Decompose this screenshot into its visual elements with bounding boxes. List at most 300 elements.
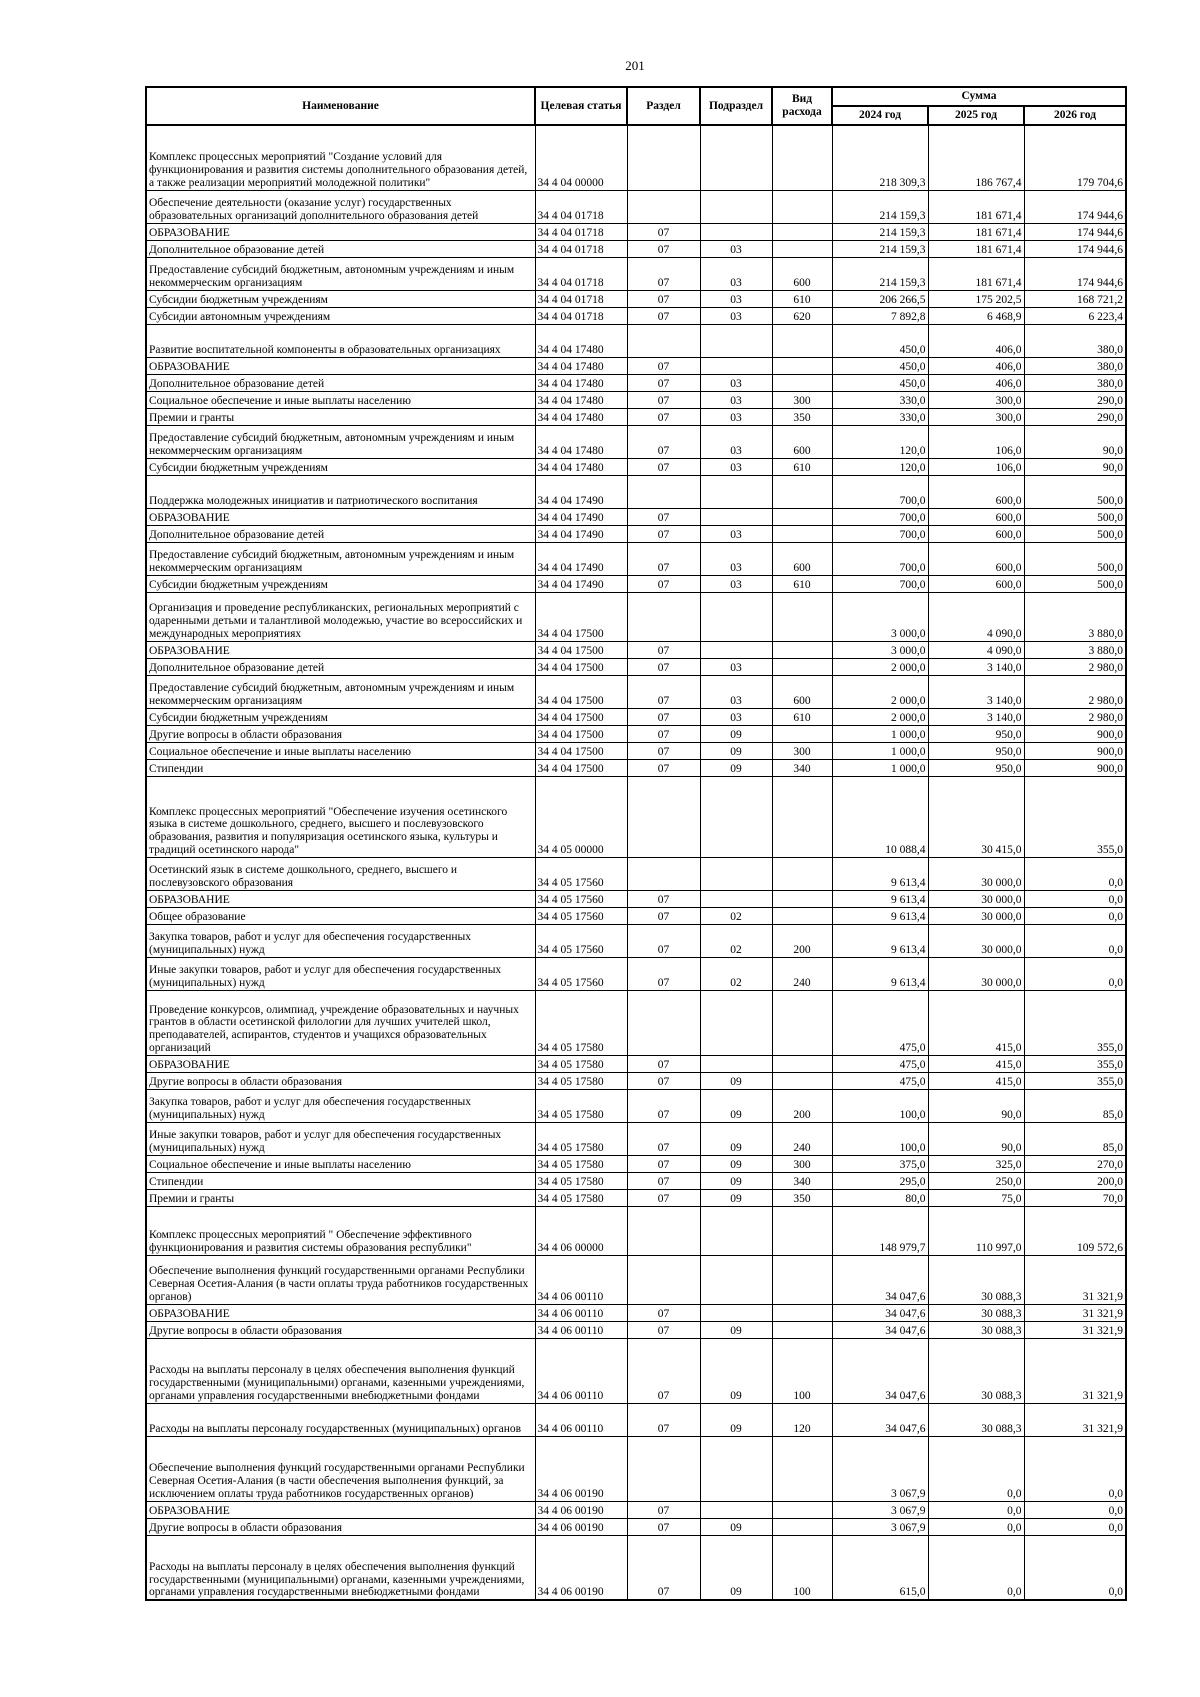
row-name: Социальное обеспечение и иные выплаты населению xyxy=(146,742,535,759)
row-sum-2025: 90,0 xyxy=(928,1089,1024,1122)
row-target: 34 4 05 00000 xyxy=(535,776,627,857)
table-row xyxy=(146,759,1126,776)
row-sum-2024: 3 067,9 xyxy=(832,1518,928,1535)
row-name: Субсидии автономным учреждениям xyxy=(146,307,535,324)
row-sum-2026: 109 572,6 xyxy=(1024,1206,1126,1255)
row-target: 34 4 06 00190 xyxy=(535,1436,627,1501)
row-expense-type: 610 xyxy=(772,708,832,725)
table-row xyxy=(146,525,1126,542)
row-sum-2025: 30 415,0 xyxy=(928,776,1024,857)
row-sum-2025: 30 088,3 xyxy=(928,1321,1024,1338)
row-sum-2024: 7 892,8 xyxy=(832,307,928,324)
row-sum-2026: 290,0 xyxy=(1024,408,1126,425)
row-target: 34 4 06 00000 xyxy=(535,1206,627,1255)
row-section: 07 xyxy=(627,708,700,725)
row-sum-2026: 0,0 xyxy=(1024,1518,1126,1535)
table-row xyxy=(146,658,1126,675)
row-subsection: 03 xyxy=(700,525,772,542)
row-expense-type xyxy=(772,725,832,742)
row-subsection: 02 xyxy=(700,907,772,924)
row-name: Организация и проведение республиканских, региональных мероприятий с одаренными детьми и талантливой молодежью, участие во всероссийских и международных мероприятиях xyxy=(146,592,535,641)
row-name: Другие вопросы в области образования xyxy=(146,1072,535,1089)
row-subsection: 02 xyxy=(700,957,772,990)
row-name: Премии и гранты xyxy=(146,408,535,425)
row-subsection xyxy=(700,857,772,890)
row-section: 07 xyxy=(627,1155,700,1172)
row-subsection xyxy=(700,508,772,525)
row-sum-2025: 415,0 xyxy=(928,1055,1024,1072)
table-row xyxy=(146,1338,1126,1403)
row-sum-2025: 181 671,4 xyxy=(928,240,1024,257)
row-sum-2025: 175 202,5 xyxy=(928,290,1024,307)
row-sum-2024: 34 047,6 xyxy=(832,1403,928,1436)
row-sum-2024: 700,0 xyxy=(832,475,928,508)
row-sum-2025: 300,0 xyxy=(928,408,1024,425)
row-name: Расходы на выплаты персоналу в целях обеспечения выполнения функций государственными (муниципальными) органами, казенными учреждениями, органами управления государственными внебюджетными фондами xyxy=(146,1535,535,1600)
row-target: 34 4 04 01718 xyxy=(535,190,627,223)
row-sum-2024: 1 000,0 xyxy=(832,742,928,759)
row-target: 34 4 06 00110 xyxy=(535,1321,627,1338)
row-sum-2024: 450,0 xyxy=(832,357,928,374)
row-subsection xyxy=(700,1501,772,1518)
row-sum-2024: 100,0 xyxy=(832,1089,928,1122)
row-sum-2025: 0,0 xyxy=(928,1518,1024,1535)
row-sum-2025: 0,0 xyxy=(928,1436,1024,1501)
row-name: Комплекс процессных мероприятий "Обеспечение изучения осетинского языка в системе дошкольного, среднего, высшего и послевузовского образования, развития и популяризация осетинского языка, культуры и традиций осетинского народа" xyxy=(146,776,535,857)
row-sum-2026: 270,0 xyxy=(1024,1155,1126,1172)
row-sum-2026: 900,0 xyxy=(1024,742,1126,759)
row-target: 34 4 06 00110 xyxy=(535,1255,627,1304)
row-section: 07 xyxy=(627,1403,700,1436)
row-name: ОБРАЗОВАНИЕ xyxy=(146,641,535,658)
row-sum-2024: 3 000,0 xyxy=(832,592,928,641)
row-expense-type: 340 xyxy=(772,759,832,776)
table-row xyxy=(146,1172,1126,1189)
row-name: Субсидии бюджетным учреждениям xyxy=(146,458,535,475)
row-sum-2024: 120,0 xyxy=(832,458,928,475)
row-section: 07 xyxy=(627,525,700,542)
row-sum-2025: 30 000,0 xyxy=(928,924,1024,957)
row-target: 34 4 05 17560 xyxy=(535,890,627,907)
row-name: Субсидии бюджетным учреждениям xyxy=(146,575,535,592)
row-sum-2025: 4 090,0 xyxy=(928,641,1024,658)
row-name: Предоставление субсидий бюджетным, автономным учреждениям и иным некоммерческим организациям xyxy=(146,425,535,458)
row-sum-2025: 75,0 xyxy=(928,1189,1024,1206)
row-expense-type xyxy=(772,890,832,907)
row-target: 34 4 04 17490 xyxy=(535,475,627,508)
row-subsection xyxy=(700,1055,772,1072)
row-sum-2025: 181 671,4 xyxy=(928,223,1024,240)
row-sum-2024: 700,0 xyxy=(832,508,928,525)
row-sum-2024: 34 047,6 xyxy=(832,1338,928,1403)
row-sum-2024: 9 613,4 xyxy=(832,857,928,890)
row-expense-type xyxy=(772,1255,832,1304)
row-section: 07 xyxy=(627,391,700,408)
row-sum-2024: 100,0 xyxy=(832,1122,928,1155)
table-row xyxy=(146,425,1126,458)
row-target: 34 4 05 17560 xyxy=(535,907,627,924)
row-expense-type xyxy=(772,357,832,374)
row-target: 34 4 04 17480 xyxy=(535,458,627,475)
row-sum-2026: 200,0 xyxy=(1024,1172,1126,1189)
row-section xyxy=(627,776,700,857)
table-row xyxy=(146,1501,1126,1518)
row-target: 34 4 04 01718 xyxy=(535,307,627,324)
row-sum-2025: 30 000,0 xyxy=(928,857,1024,890)
row-sum-2025: 30 088,3 xyxy=(928,1304,1024,1321)
row-name: Иные закупки товаров, работ и услуг для обеспечения государственных (муниципальных) нужд xyxy=(146,957,535,990)
row-subsection: 03 xyxy=(700,240,772,257)
row-sum-2026: 500,0 xyxy=(1024,475,1126,508)
row-subsection: 09 xyxy=(700,1072,772,1089)
row-sum-2026: 355,0 xyxy=(1024,1055,1126,1072)
row-subsection xyxy=(700,990,772,1055)
row-sum-2026: 500,0 xyxy=(1024,525,1126,542)
row-sum-2025: 950,0 xyxy=(928,759,1024,776)
row-subsection: 03 xyxy=(700,658,772,675)
row-sum-2024: 214 159,3 xyxy=(832,190,928,223)
row-name: Поддержка молодежных инициатив и патриотического воспитания xyxy=(146,475,535,508)
row-expense-type: 350 xyxy=(772,1189,832,1206)
row-section xyxy=(627,990,700,1055)
row-expense-type xyxy=(772,1055,832,1072)
row-sum-2024: 34 047,6 xyxy=(832,1304,928,1321)
row-sum-2024: 9 613,4 xyxy=(832,924,928,957)
row-subsection: 09 xyxy=(700,1189,772,1206)
row-section xyxy=(627,592,700,641)
row-subsection xyxy=(700,890,772,907)
row-name: Обеспечение выполнения функций государственными органами Республики Северная Осетия-Алания (в части обеспечения выполнения функций, за исключением оплаты труда работников государственных органов) xyxy=(146,1436,535,1501)
row-sum-2026: 85,0 xyxy=(1024,1122,1126,1155)
table-row xyxy=(146,708,1126,725)
row-sum-2025: 0,0 xyxy=(928,1501,1024,1518)
row-sum-2026: 174 944,6 xyxy=(1024,190,1126,223)
row-sum-2024: 3 067,9 xyxy=(832,1501,928,1518)
row-sum-2024: 2 000,0 xyxy=(832,708,928,725)
row-section: 07 xyxy=(627,508,700,525)
table-row xyxy=(146,1122,1126,1155)
row-target: 34 4 04 17500 xyxy=(535,675,627,708)
row-sum-2026: 380,0 xyxy=(1024,324,1126,357)
row-subsection: 03 xyxy=(700,391,772,408)
row-expense-type xyxy=(772,658,832,675)
row-name: Комплекс процессных мероприятий "Создание условий для функционирования и развития системы дополнительного образования детей, а также реализации мероприятий молодежной политики" xyxy=(146,125,535,190)
row-expense-type: 600 xyxy=(772,425,832,458)
row-expense-type: 610 xyxy=(772,575,832,592)
row-section: 07 xyxy=(627,1518,700,1535)
row-section xyxy=(627,857,700,890)
row-sum-2025: 30 000,0 xyxy=(928,890,1024,907)
row-sum-2025: 415,0 xyxy=(928,1072,1024,1089)
row-sum-2026: 3 880,0 xyxy=(1024,641,1126,658)
row-expense-type xyxy=(772,990,832,1055)
row-sum-2026: 179 704,6 xyxy=(1024,125,1126,190)
row-subsection: 03 xyxy=(700,575,772,592)
row-subsection: 09 xyxy=(700,1518,772,1535)
row-section: 07 xyxy=(627,924,700,957)
row-sum-2026: 31 321,9 xyxy=(1024,1321,1126,1338)
row-subsection xyxy=(700,223,772,240)
row-sum-2024: 1 000,0 xyxy=(832,759,928,776)
table-row xyxy=(146,357,1126,374)
row-expense-type xyxy=(772,508,832,525)
table-row xyxy=(146,1321,1126,1338)
row-subsection: 03 xyxy=(700,425,772,458)
row-section: 07 xyxy=(627,257,700,290)
row-expense-type xyxy=(772,1518,832,1535)
row-sum-2026: 31 321,9 xyxy=(1024,1338,1126,1403)
row-section: 07 xyxy=(627,1122,700,1155)
row-sum-2025: 406,0 xyxy=(928,374,1024,391)
row-name: Предоставление субсидий бюджетным, автономным учреждениям и иным некоммерческим организациям xyxy=(146,675,535,708)
row-expense-type: 350 xyxy=(772,408,832,425)
row-target: 34 4 04 17500 xyxy=(535,592,627,641)
row-sum-2026: 0,0 xyxy=(1024,907,1126,924)
row-sum-2026: 290,0 xyxy=(1024,391,1126,408)
row-expense-type xyxy=(772,475,832,508)
header-year-2026: 2026 год xyxy=(1024,106,1126,125)
row-name: Другие вопросы в области образования xyxy=(146,1321,535,1338)
row-section: 07 xyxy=(627,1189,700,1206)
row-expense-type: 100 xyxy=(772,1535,832,1600)
row-section: 07 xyxy=(627,957,700,990)
row-sum-2024: 475,0 xyxy=(832,1072,928,1089)
row-name: Стипендии xyxy=(146,759,535,776)
table-row xyxy=(146,374,1126,391)
row-sum-2025: 0,0 xyxy=(928,1535,1024,1600)
row-sum-2024: 10 088,4 xyxy=(832,776,928,857)
row-expense-type: 600 xyxy=(772,257,832,290)
row-sum-2026: 380,0 xyxy=(1024,374,1126,391)
row-sum-2024: 700,0 xyxy=(832,575,928,592)
row-expense-type xyxy=(772,324,832,357)
budget-table xyxy=(145,86,1127,1601)
row-sum-2025: 186 767,4 xyxy=(928,125,1024,190)
row-section: 07 xyxy=(627,1501,700,1518)
row-section: 07 xyxy=(627,357,700,374)
table-row xyxy=(146,257,1126,290)
row-sum-2026: 0,0 xyxy=(1024,1501,1126,1518)
row-subsection: 03 xyxy=(700,307,772,324)
row-section xyxy=(627,1436,700,1501)
row-target: 34 4 04 01718 xyxy=(535,240,627,257)
row-subsection xyxy=(700,1255,772,1304)
row-expense-type xyxy=(772,641,832,658)
row-expense-type: 300 xyxy=(772,391,832,408)
table-row xyxy=(146,857,1126,890)
row-section xyxy=(627,1255,700,1304)
table-row xyxy=(146,1403,1126,1436)
row-expense-type xyxy=(772,1206,832,1255)
row-target: 34 4 04 01718 xyxy=(535,257,627,290)
header-sum: Сумма xyxy=(832,87,1126,106)
table-row xyxy=(146,675,1126,708)
row-target: 34 4 05 17560 xyxy=(535,924,627,957)
row-subsection xyxy=(700,1206,772,1255)
row-sum-2025: 950,0 xyxy=(928,725,1024,742)
row-sum-2025: 30 088,3 xyxy=(928,1338,1024,1403)
row-sum-2024: 475,0 xyxy=(832,990,928,1055)
row-name: Расходы на выплаты персоналу государственных (муниципальных) органов xyxy=(146,1403,535,1436)
row-target: 34 4 06 00190 xyxy=(535,1518,627,1535)
row-sum-2025: 3 140,0 xyxy=(928,658,1024,675)
row-sum-2024: 330,0 xyxy=(832,391,928,408)
row-subsection xyxy=(700,475,772,508)
row-name: Субсидии бюджетным учреждениям xyxy=(146,708,535,725)
table-row xyxy=(146,592,1126,641)
row-name: Предоставление субсидий бюджетным, автономным учреждениям и иным некоммерческим организациям xyxy=(146,542,535,575)
table-row xyxy=(146,240,1126,257)
row-name: Дополнительное образование детей xyxy=(146,658,535,675)
row-expense-type xyxy=(772,857,832,890)
row-sum-2024: 148 979,7 xyxy=(832,1206,928,1255)
row-sum-2025: 30 000,0 xyxy=(928,907,1024,924)
table-row xyxy=(146,742,1126,759)
table-row xyxy=(146,475,1126,508)
row-sum-2026: 500,0 xyxy=(1024,575,1126,592)
row-target: 34 4 05 17560 xyxy=(535,857,627,890)
row-subsection: 03 xyxy=(700,708,772,725)
row-sum-2026: 500,0 xyxy=(1024,508,1126,525)
row-name: ОБРАЗОВАНИЕ xyxy=(146,223,535,240)
row-sum-2024: 3 067,9 xyxy=(832,1436,928,1501)
row-subsection xyxy=(700,190,772,223)
row-section: 07 xyxy=(627,458,700,475)
table-row xyxy=(146,1206,1126,1255)
row-section: 07 xyxy=(627,408,700,425)
row-subsection: 03 xyxy=(700,257,772,290)
row-sum-2025: 406,0 xyxy=(928,324,1024,357)
row-sum-2026: 31 321,9 xyxy=(1024,1403,1126,1436)
table-row xyxy=(146,1055,1126,1072)
row-sum-2026: 355,0 xyxy=(1024,776,1126,857)
row-expense-type: 240 xyxy=(772,1122,832,1155)
row-expense-type xyxy=(772,1501,832,1518)
row-sum-2025: 30 088,3 xyxy=(928,1403,1024,1436)
row-sum-2026: 2 980,0 xyxy=(1024,658,1126,675)
row-expense-type: 200 xyxy=(772,924,832,957)
row-target: 34 4 04 17490 xyxy=(535,508,627,525)
row-target: 34 4 04 17500 xyxy=(535,725,627,742)
row-sum-2024: 34 047,6 xyxy=(832,1255,928,1304)
row-expense-type xyxy=(772,374,832,391)
row-subsection: 09 xyxy=(700,1535,772,1600)
row-section: 07 xyxy=(627,675,700,708)
row-section xyxy=(627,324,700,357)
row-name: ОБРАЗОВАНИЕ xyxy=(146,890,535,907)
row-section: 07 xyxy=(627,658,700,675)
row-expense-type xyxy=(772,125,832,190)
row-section: 07 xyxy=(627,1304,700,1321)
row-target: 34 4 05 17580 xyxy=(535,1055,627,1072)
table-row xyxy=(146,1072,1126,1089)
row-expense-type xyxy=(772,240,832,257)
header-section: Раздел xyxy=(627,87,700,125)
row-section: 07 xyxy=(627,1338,700,1403)
row-name: Дополнительное образование детей xyxy=(146,525,535,542)
row-subsection: 09 xyxy=(700,1403,772,1436)
row-section xyxy=(627,190,700,223)
row-section: 07 xyxy=(627,290,700,307)
table-row xyxy=(146,391,1126,408)
row-target: 34 4 04 01718 xyxy=(535,223,627,240)
row-sum-2026: 355,0 xyxy=(1024,1072,1126,1089)
row-target: 34 4 05 17580 xyxy=(535,1189,627,1206)
row-section: 07 xyxy=(627,1089,700,1122)
row-section: 07 xyxy=(627,890,700,907)
row-name: ОБРАЗОВАНИЕ xyxy=(146,1304,535,1321)
row-name: ОБРАЗОВАНИЕ xyxy=(146,357,535,374)
row-sum-2025: 90,0 xyxy=(928,1122,1024,1155)
table-row xyxy=(146,890,1126,907)
row-sum-2026: 31 321,9 xyxy=(1024,1304,1126,1321)
table-row xyxy=(146,508,1126,525)
row-sum-2024: 375,0 xyxy=(832,1155,928,1172)
row-name: Закупка товаров, работ и услуг для обеспечения государственных (муниципальных) нужд xyxy=(146,1089,535,1122)
row-sum-2026: 900,0 xyxy=(1024,725,1126,742)
row-subsection: 09 xyxy=(700,1089,772,1122)
row-target: 34 4 04 17500 xyxy=(535,708,627,725)
row-subsection: 09 xyxy=(700,759,772,776)
table-row xyxy=(146,1518,1126,1535)
row-section: 07 xyxy=(627,725,700,742)
row-expense-type: 200 xyxy=(772,1089,832,1122)
row-section: 07 xyxy=(627,575,700,592)
row-target: 34 4 04 17500 xyxy=(535,759,627,776)
row-sum-2025: 30 088,3 xyxy=(928,1255,1024,1304)
row-subsection: 03 xyxy=(700,458,772,475)
row-target: 34 4 05 17580 xyxy=(535,1089,627,1122)
header-year-2024: 2024 год xyxy=(832,106,928,125)
row-expense-type: 100 xyxy=(772,1338,832,1403)
row-sum-2026: 2 980,0 xyxy=(1024,708,1126,725)
row-sum-2026: 6 223,4 xyxy=(1024,307,1126,324)
row-sum-2025: 600,0 xyxy=(928,542,1024,575)
row-name: Дополнительное образование детей xyxy=(146,374,535,391)
row-sum-2024: 34 047,6 xyxy=(832,1321,928,1338)
row-target: 34 4 06 00110 xyxy=(535,1304,627,1321)
table-row xyxy=(146,907,1126,924)
row-section: 07 xyxy=(627,374,700,391)
row-target: 34 4 04 17480 xyxy=(535,425,627,458)
table-row xyxy=(146,408,1126,425)
header-name: Наименование xyxy=(146,87,535,125)
row-sum-2026: 900,0 xyxy=(1024,759,1126,776)
row-sum-2025: 415,0 xyxy=(928,990,1024,1055)
row-expense-type: 620 xyxy=(772,307,832,324)
row-sum-2026: 2 980,0 xyxy=(1024,675,1126,708)
table-row xyxy=(146,307,1126,324)
row-sum-2026: 0,0 xyxy=(1024,890,1126,907)
row-sum-2024: 1 000,0 xyxy=(832,725,928,742)
row-section: 07 xyxy=(627,641,700,658)
row-expense-type xyxy=(772,1321,832,1338)
row-subsection: 09 xyxy=(700,742,772,759)
table-row xyxy=(146,190,1126,223)
row-target: 34 4 06 00190 xyxy=(535,1535,627,1600)
row-target: 34 4 04 17500 xyxy=(535,658,627,675)
row-sum-2026: 70,0 xyxy=(1024,1189,1126,1206)
row-name: Обеспечение выполнения функций государственными органами Республики Северная Осетия-Алания (в части оплаты труда работников государственных органов) xyxy=(146,1255,535,1304)
row-sum-2025: 110 997,0 xyxy=(928,1206,1024,1255)
row-section xyxy=(627,1206,700,1255)
row-target: 34 4 05 17580 xyxy=(535,1172,627,1189)
row-target: 34 4 04 17500 xyxy=(535,641,627,658)
page-number: 201 xyxy=(625,58,645,73)
row-sum-2026: 0,0 xyxy=(1024,957,1126,990)
row-sum-2025: 3 140,0 xyxy=(928,708,1024,725)
row-name: Субсидии бюджетным учреждениям xyxy=(146,290,535,307)
